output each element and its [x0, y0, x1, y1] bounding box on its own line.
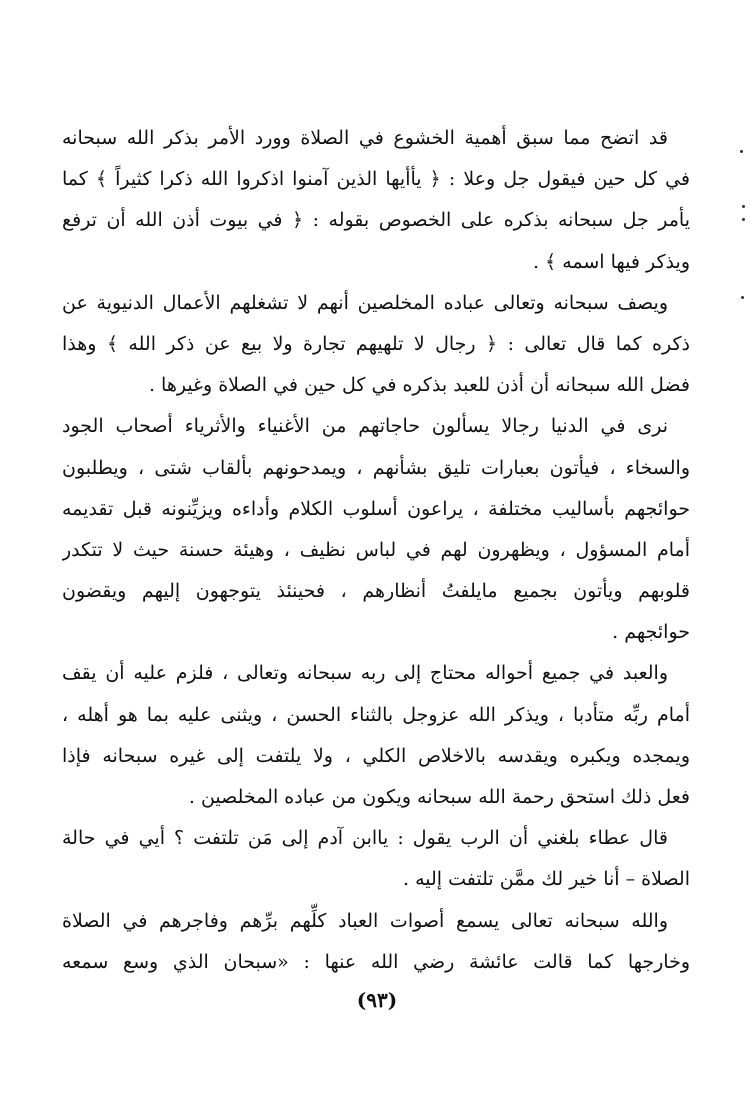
text-line: والله سبحانه تعالى يسمع أصوات العباد كلِّهم برِّهم وفاجرهم في الصلاة [62, 909, 668, 932]
text-line: حوائجهم بأساليب مختلفة ، يراعون أسلوب الكلام وأداءه ويزيِّنونه قبل تقديمه [62, 497, 690, 520]
paragraph-3 [62, 406, 690, 653]
margin-mark [742, 218, 745, 221]
text-line: يأمر جل سبحانه بذكره على الخصوص بقوله : ﴿ في بيوت أذن الله أن ترفع [62, 209, 690, 232]
text-line: نرى في الدنيا رجالا يسألون حاجاتهم من الأغنياء والأثرياء أصحاب الجود [62, 415, 668, 438]
paragraph-2 [62, 283, 690, 407]
text-line: قد اتضح مما سبق أهمية الخشوع في الصلاة وورد الأمر بذكر الله سبحانه [62, 127, 668, 149]
margin-mark [741, 296, 744, 299]
text-line: حوائجهم . [612, 621, 690, 644]
paragraph-4 [62, 653, 690, 818]
text-line: ويصف سبحانه وتعالى عباده المخلصين أنهم لا تشغلهم الأعمال الدنيوية عن [62, 291, 668, 314]
text-line: فضل الله سبحانه أن أذن للعبد بذكره في كل حين في الصلاة وغيرها . [148, 374, 690, 397]
paragraph-5 [62, 818, 690, 900]
text-line: والعبد في جميع أحواله محتاج إلى ربه سبحانه وتعالى ، فلزم عليه أن يقف [62, 662, 668, 685]
text-line: قال عطاء بلغني أن الرب يقول : ياابن آدم إلى مَن تلتفت ؟ أيي في حالة [62, 827, 668, 850]
text-line: ويمجده ويكبره ويقدسه بالاخلاص الكلي ، ولا يلتفت إلى غيره سبحانه فإذا [62, 744, 690, 767]
text-line: في كل حين فيقول جل وعلا : ﴿ يأأيها الذين آمنوا اذكروا الله ذكرا كثيراً ﴾ كما [62, 168, 690, 191]
margin-mark [742, 205, 745, 208]
text-line: أمام ربِّه متأدبا ، ويذكر الله عزوجل بالثناء الحسن ، ويثنى عليه بما هو أهله ، [62, 703, 690, 726]
body-text [62, 118, 690, 983]
paragraph-6 [62, 901, 690, 983]
text-line: والسخاء ، فيأتون بعبارات تليق بشأنهم ، ويمدحونهم بألقاب شتى ، ويطلبون [62, 456, 690, 479]
text-line: الصلاة – أنا خير لك ممَّن تلتفت إليه . [402, 868, 690, 891]
page-number: (٩٣) [356, 988, 398, 1012]
text-line: أمام المسؤول ، ويظهرون لهم في لباس نظيف ، وهيئة حسنة حيث لا تتكدر [62, 538, 690, 561]
paragraph-1 [62, 118, 690, 283]
text-line: فعل ذلك استحق رحمة الله سبحانه ويكون من عباده المخلصين . [188, 786, 690, 808]
text-line: قلوبهم ويأتون بجميع مايلفتُ أنظارهم ، فحينئذ يتوجهون إليهم ويقضون [62, 580, 690, 603]
text-line: وخارجها كما قالت عائشة رضي الله عنها : «سبحان الذي وسع سمعه [62, 950, 690, 973]
text-line: ويذكر فيها اسمه ﴾ . [532, 250, 690, 273]
text-line: ذكره كما قال تعالى : ﴿ رجال لا تلهيهم تجارة ولا بيع عن ذكر الله ﴾ وهذا [62, 332, 690, 355]
margin-mark [740, 150, 743, 153]
